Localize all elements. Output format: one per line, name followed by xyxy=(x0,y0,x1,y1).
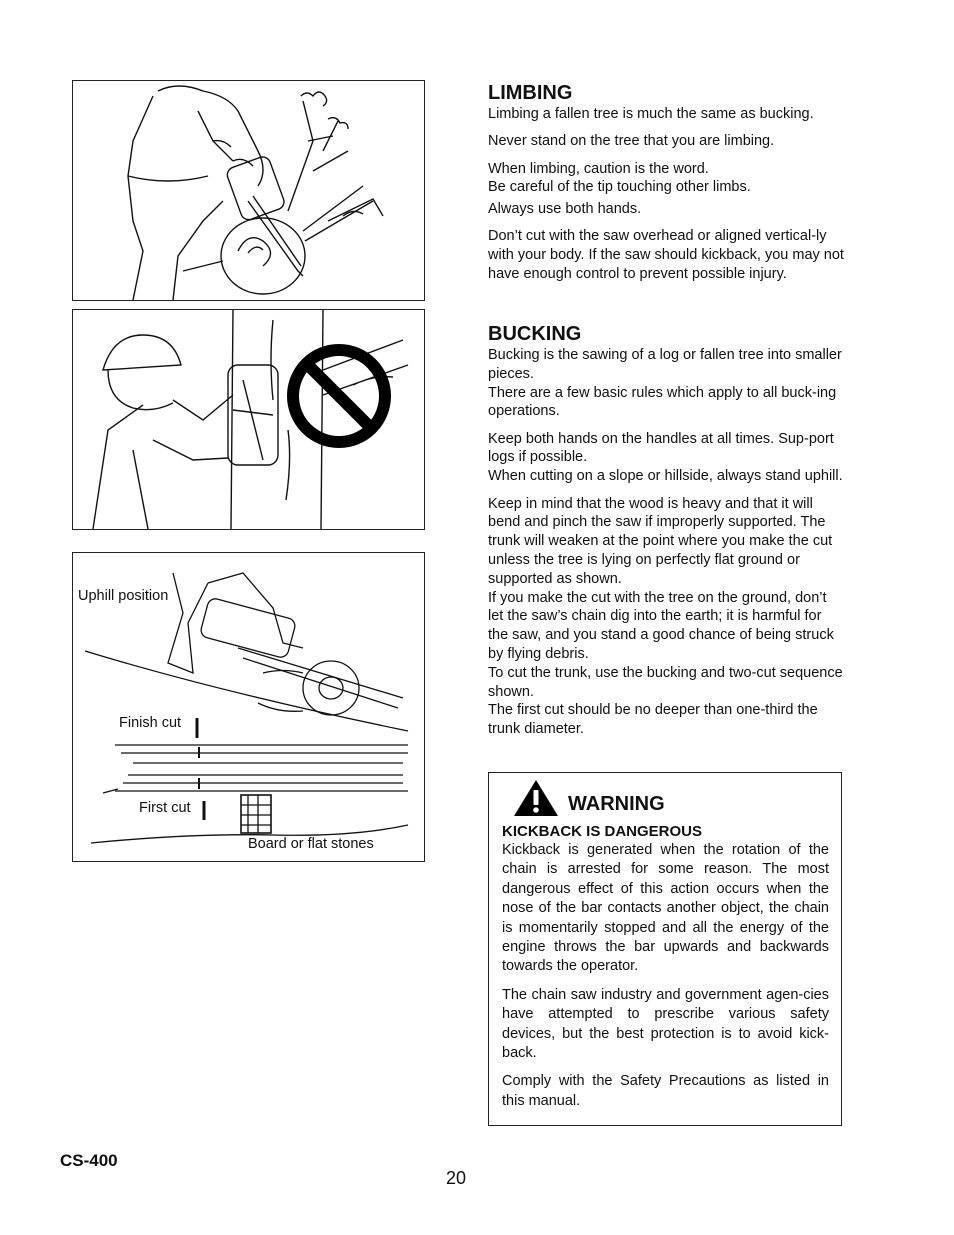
bucking-diagram xyxy=(72,552,425,862)
bucking-paragraph-5: Keep in mind that the wood is heavy and that it will bend and pinch the saw if improperly supported. The trunk will weaken at the point where you make the cut unless the tree is lying on perfectly flat ground or supported as shown. xyxy=(488,495,833,587)
first-cut-label: First cut xyxy=(139,800,191,816)
limbing-paragraph-2: Never stand on the tree that you are limbing. xyxy=(488,133,775,150)
warning-subtitle: KICKBACK IS DANGEROUS xyxy=(502,823,703,840)
model-number: CS-400 xyxy=(60,1151,118,1170)
warning-header xyxy=(502,773,829,821)
bucking-paragraph-4: When cutting on a slope or hillside, always stand uphill. xyxy=(488,468,843,485)
bucking-paragraph-7: To cut the trunk, use the bucking and two-cut sequence shown. xyxy=(488,664,843,700)
page-number: 20 xyxy=(446,1168,467,1188)
uphill-position-label: Uphill position xyxy=(78,588,169,604)
support-label: Board or flat stones xyxy=(248,836,374,852)
limbing-paragraph-5: Don’t cut with the saw overhead or aligned vertical-ly with your body. If the saw should kickback, you may not have enough control to prevent possible injury. xyxy=(488,228,844,283)
bucking-section xyxy=(488,322,844,747)
limbing-paragraph-3a: When limbing, caution is the word. xyxy=(488,160,709,177)
finish-cut-label: Finish cut xyxy=(119,715,182,731)
bucking-paragraph-6: If you make the cut with the tree on the ground, don’t let the saw’s chain dig into the earth; it is harmful for the saw, and you stand a good chance of being struck by flying debris. xyxy=(488,589,834,662)
bucking-paragraph-1: Bucking is the sawing of a log or fallen tree into smaller pieces. xyxy=(488,347,842,382)
limbing-illustration xyxy=(72,80,425,301)
limbing-heading: LIMBING xyxy=(488,82,573,104)
warning-triangle-icon xyxy=(513,779,559,817)
bucking-paragraph-8: The first cut should be no deeper than one-third the trunk diameter. xyxy=(488,702,818,738)
overhead-cut-prohibited-illustration xyxy=(72,309,425,530)
limbing-paragraph-1: Limbing a fallen tree is much the same as bucking. xyxy=(488,106,814,122)
warning-paragraph-2: The chain saw industry and government agen-cies have attempted to prescribe various safety devices, but the best protection is to avoid kick-back. xyxy=(502,986,829,1062)
bucking-paragraph-2: There are a few basic rules which apply to all buck-ing operations. xyxy=(488,384,837,420)
bucking-heading: BUCKING xyxy=(488,323,582,345)
limbing-section xyxy=(488,81,844,292)
warning-paragraph-3: Comply with the Safety Precautions as listed in this manual. xyxy=(502,1073,829,1109)
warning-box xyxy=(488,772,842,1126)
limbing-paragraph-4: Always use both hands. xyxy=(488,201,642,218)
warning-title: WARNING xyxy=(568,793,665,815)
warning-paragraph-1: Kickback is generated when the rotation of the chain is arrested for some reason. The most dangerous effect of this action occurs when the nose of the bar contacts another object, the chain is momentarily stopped and all the energy of the engine throws the bar upwards and backwards towards the operator. xyxy=(502,842,829,975)
no-symbol-icon xyxy=(73,310,424,529)
limbing-paragraph-3b: Be careful of the tip touching other limbs. xyxy=(488,179,751,196)
bucking-paragraph-3: Keep both hands on the handles at all times. Sup-port logs if possible. xyxy=(488,430,834,466)
